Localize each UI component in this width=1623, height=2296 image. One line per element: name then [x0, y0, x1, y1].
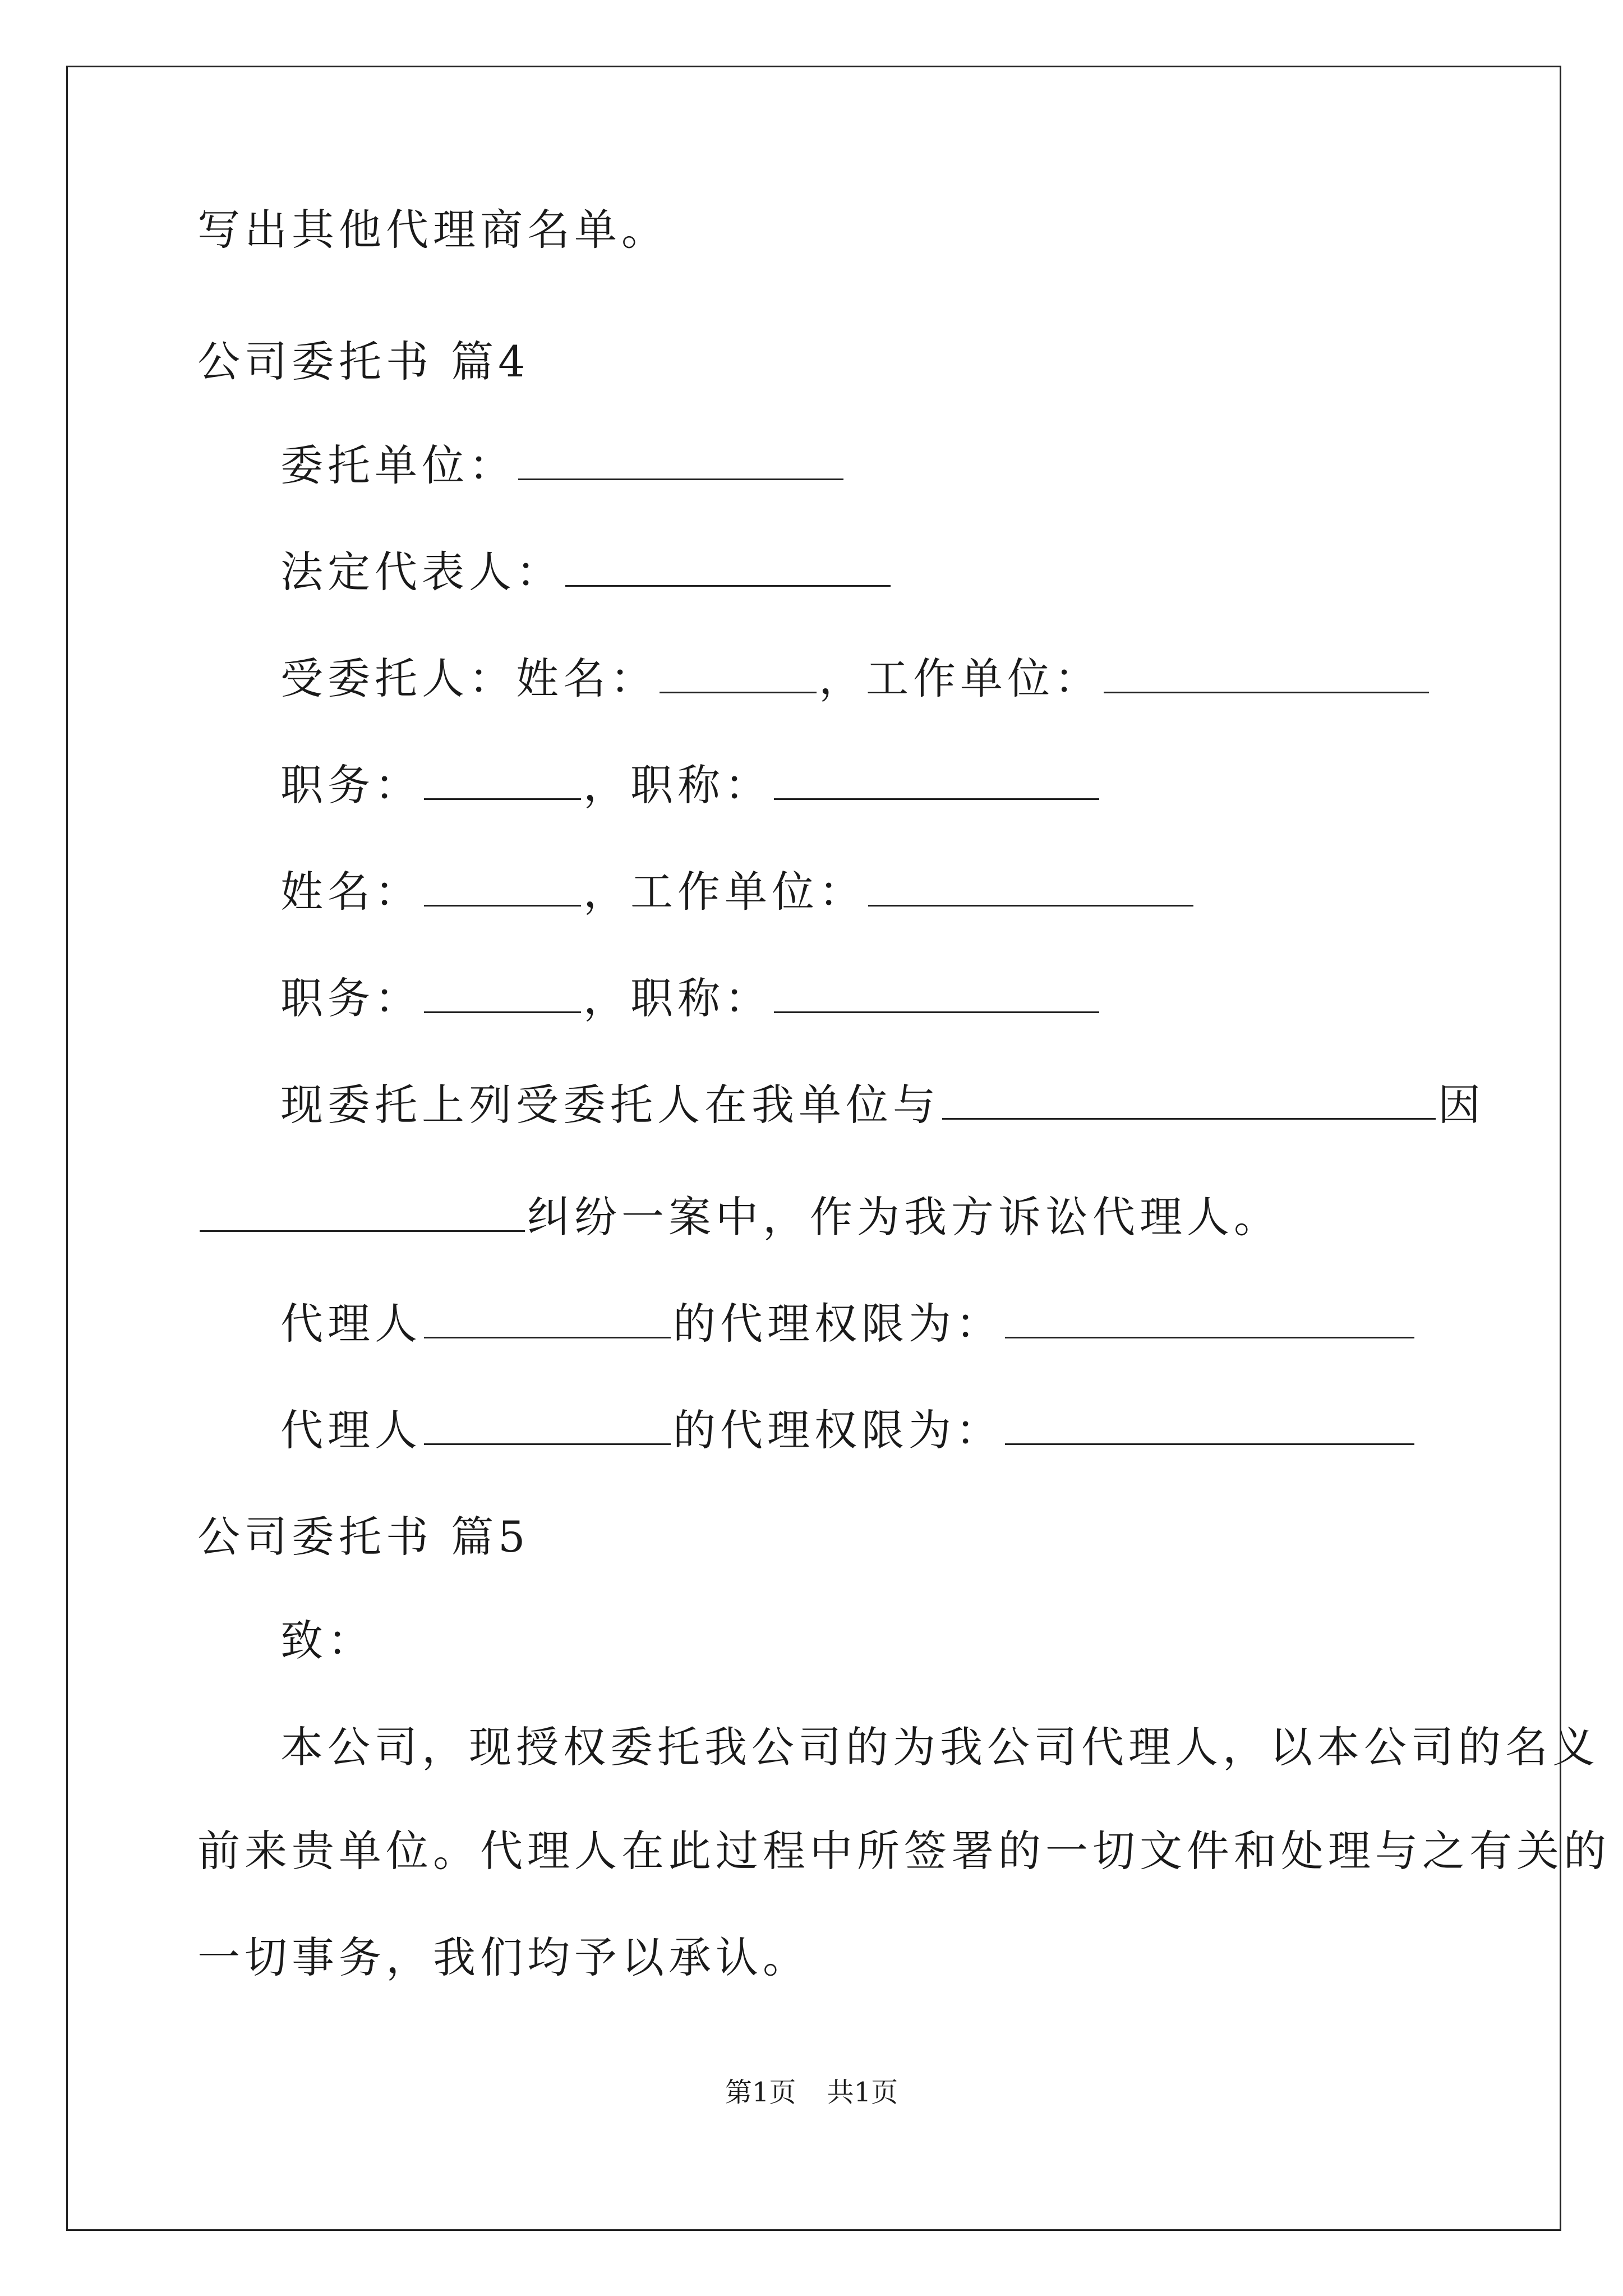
- text-line: 前来贵单位。代理人在此过程中所签署的一切文件和处理与之有关的: [197, 1826, 1611, 1876]
- blank-line[interactable]: [774, 749, 1099, 800]
- page-total: 共1页: [827, 2077, 898, 2108]
- field-legal-representative: 法定代表人：: [280, 533, 893, 611]
- blank-line[interactable]: [200, 1181, 525, 1232]
- blank-line[interactable]: [424, 962, 581, 1013]
- text-line: 现委托上列受委托人在我单位与 因: [280, 1066, 1485, 1144]
- blank-line[interactable]: [942, 1069, 1436, 1120]
- blank-line[interactable]: [1005, 1394, 1414, 1445]
- text-line: 致：: [280, 1616, 375, 1665]
- text-line: 写出其他代理商名单。: [197, 205, 668, 255]
- section-heading-4: 公司委托书 篇4: [197, 337, 530, 386]
- blank-line[interactable]: [424, 749, 581, 800]
- blank-line[interactable]: [1104, 642, 1429, 693]
- field-entrusting-unit: 委托单位：: [280, 426, 846, 505]
- page-number: 第1页: [725, 2077, 796, 2108]
- section-heading-5: 公司委托书 篇5: [197, 1512, 530, 1562]
- blank-line[interactable]: [424, 1287, 671, 1338]
- blank-line[interactable]: [660, 642, 817, 693]
- text-line: 一切事务，我们均予以承认。: [197, 1932, 810, 1982]
- blank-line[interactable]: [424, 1394, 671, 1445]
- blank-line[interactable]: [424, 855, 581, 907]
- blank-line[interactable]: [565, 536, 891, 587]
- blank-line[interactable]: [518, 429, 843, 480]
- text-line: 纠纷一案中，作为我方诉讼代理人。: [197, 1178, 1281, 1257]
- field-agent-authority: 代理人 的代理权限为：: [280, 1391, 1417, 1470]
- field-position-title: 职务： ，职称：: [280, 959, 1101, 1038]
- blank-line[interactable]: [774, 962, 1099, 1013]
- field-agent-name-unit: 受委托人：姓名： ，工作单位：: [280, 639, 1431, 718]
- text-line: 本公司，现授权委托我公司的为我公司代理人，以本公司的名义: [280, 1722, 1599, 1772]
- blank-line[interactable]: [1005, 1287, 1414, 1338]
- field-name-unit: 姓名： ，工作单位：: [280, 853, 1196, 931]
- page-footer: [0, 2076, 1623, 2109]
- field-agent-authority: 代理人 的代理权限为：: [280, 1285, 1417, 1363]
- field-position-title: 职务： ，职称：: [280, 746, 1101, 825]
- blank-line[interactable]: [868, 855, 1193, 907]
